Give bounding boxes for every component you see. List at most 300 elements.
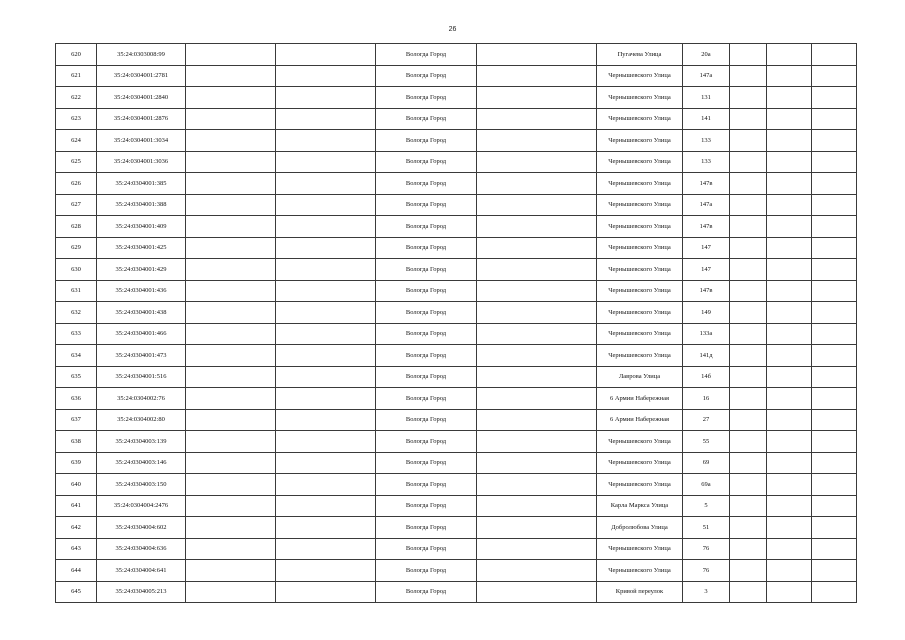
cadastral-number-cell: 35:24:0304002:80 <box>97 409 186 431</box>
empty-cell <box>812 495 857 517</box>
house-number-cell: 147а <box>683 65 730 87</box>
row-number-cell: 629 <box>56 237 97 259</box>
row-number-cell: 625 <box>56 151 97 173</box>
empty-cell <box>730 560 767 582</box>
table-row <box>56 452 857 474</box>
row-number-cell: 636 <box>56 388 97 410</box>
locality-cell: Вологда Город <box>376 130 477 152</box>
locality-cell: Вологда Город <box>376 280 477 302</box>
table-row <box>56 366 857 388</box>
empty-cell <box>186 431 276 453</box>
empty-cell <box>767 280 812 302</box>
empty-cell <box>477 409 597 431</box>
empty-cell <box>276 366 376 388</box>
table-row <box>56 517 857 539</box>
empty-cell <box>186 194 276 216</box>
street-cell: Чернышевского Улица <box>597 452 683 474</box>
empty-cell <box>812 560 857 582</box>
empty-cell <box>186 108 276 130</box>
street-cell: Чернышевского Улица <box>597 259 683 281</box>
empty-cell <box>730 87 767 109</box>
empty-cell <box>477 560 597 582</box>
table-row <box>56 431 857 453</box>
cadastral-number-cell: 35:24:0304001:409 <box>97 216 186 238</box>
locality-cell: Вологда Город <box>376 345 477 367</box>
locality-cell: Вологда Город <box>376 237 477 259</box>
cadastral-number-cell: 35:24:0304001:3036 <box>97 151 186 173</box>
empty-cell <box>477 495 597 517</box>
empty-cell <box>477 237 597 259</box>
street-cell: Чернышевского Улица <box>597 216 683 238</box>
empty-cell <box>767 495 812 517</box>
empty-cell <box>730 431 767 453</box>
empty-cell <box>186 151 276 173</box>
street-cell: Чернышевского Улица <box>597 302 683 324</box>
row-number-cell: 642 <box>56 517 97 539</box>
empty-cell <box>730 173 767 195</box>
empty-cell <box>730 259 767 281</box>
locality-cell: Вологда Город <box>376 194 477 216</box>
empty-cell <box>767 323 812 345</box>
empty-cell <box>186 474 276 496</box>
empty-cell <box>276 431 376 453</box>
empty-cell <box>812 302 857 324</box>
empty-cell <box>730 323 767 345</box>
cadastral-number-cell: 35:24:0304001:436 <box>97 280 186 302</box>
empty-cell <box>477 538 597 560</box>
empty-cell <box>186 452 276 474</box>
street-cell: Чернышевского Улица <box>597 345 683 367</box>
street-cell: 6 Армии Набережная <box>597 409 683 431</box>
empty-cell <box>186 323 276 345</box>
cadastral-number-cell: 35:24:0304001:385 <box>97 173 186 195</box>
row-number-cell: 622 <box>56 87 97 109</box>
empty-cell <box>812 517 857 539</box>
row-number-cell: 641 <box>56 495 97 517</box>
empty-cell <box>477 151 597 173</box>
empty-cell <box>812 173 857 195</box>
empty-cell <box>186 87 276 109</box>
empty-cell <box>767 173 812 195</box>
row-number-cell: 643 <box>56 538 97 560</box>
table-row <box>56 44 857 66</box>
empty-cell <box>730 280 767 302</box>
empty-cell <box>477 87 597 109</box>
empty-cell <box>812 388 857 410</box>
street-cell: Карла Маркса Улица <box>597 495 683 517</box>
empty-cell <box>276 259 376 281</box>
empty-cell <box>767 151 812 173</box>
street-cell: Чернышевского Улица <box>597 280 683 302</box>
empty-cell <box>767 517 812 539</box>
street-cell: Чернышевского Улица <box>597 431 683 453</box>
house-number-cell: 149 <box>683 302 730 324</box>
empty-cell <box>767 130 812 152</box>
empty-cell <box>767 345 812 367</box>
row-number-cell: 621 <box>56 65 97 87</box>
table-row <box>56 173 857 195</box>
table-row <box>56 194 857 216</box>
empty-cell <box>812 108 857 130</box>
locality-cell: Вологда Город <box>376 388 477 410</box>
empty-cell <box>767 65 812 87</box>
empty-cell <box>730 517 767 539</box>
empty-cell <box>276 87 376 109</box>
empty-cell <box>767 560 812 582</box>
empty-cell <box>477 517 597 539</box>
row-number-cell: 639 <box>56 452 97 474</box>
table-row <box>56 581 857 603</box>
empty-cell <box>477 44 597 66</box>
empty-cell <box>767 431 812 453</box>
locality-cell: Вологда Город <box>376 452 477 474</box>
table-row <box>56 538 857 560</box>
empty-cell <box>186 65 276 87</box>
locality-cell: Вологда Город <box>376 538 477 560</box>
empty-cell <box>477 323 597 345</box>
house-number-cell: 55 <box>683 431 730 453</box>
empty-cell <box>812 65 857 87</box>
empty-cell <box>767 409 812 431</box>
empty-cell <box>477 474 597 496</box>
table-row <box>56 130 857 152</box>
empty-cell <box>767 194 812 216</box>
empty-cell <box>186 345 276 367</box>
row-number-cell: 645 <box>56 581 97 603</box>
locality-cell: Вологда Город <box>376 474 477 496</box>
empty-cell <box>477 388 597 410</box>
empty-cell <box>477 216 597 238</box>
empty-cell <box>186 130 276 152</box>
empty-cell <box>730 388 767 410</box>
empty-cell <box>186 259 276 281</box>
empty-cell <box>276 130 376 152</box>
table-row <box>56 345 857 367</box>
street-cell: 6 Армии Набережная <box>597 388 683 410</box>
cadastral-number-cell: 35:24:0304003:150 <box>97 474 186 496</box>
street-cell: Чернышевского Улица <box>597 474 683 496</box>
locality-cell: Вологда Город <box>376 259 477 281</box>
street-cell: Чернышевского Улица <box>597 323 683 345</box>
empty-cell <box>276 409 376 431</box>
house-number-cell: 16 <box>683 388 730 410</box>
empty-cell <box>276 151 376 173</box>
empty-cell <box>730 345 767 367</box>
locality-cell: Вологда Город <box>376 65 477 87</box>
cadastral-number-cell: 35:24:0304005:213 <box>97 581 186 603</box>
empty-cell <box>812 452 857 474</box>
row-number-cell: 624 <box>56 130 97 152</box>
locality-cell: Вологда Город <box>376 495 477 517</box>
empty-cell <box>477 366 597 388</box>
table-row <box>56 151 857 173</box>
empty-cell <box>730 237 767 259</box>
cadastral-number-cell: 35:24:0304003:146 <box>97 452 186 474</box>
cadastral-number-cell: 35:24:0304001:388 <box>97 194 186 216</box>
empty-cell <box>477 302 597 324</box>
empty-cell <box>477 108 597 130</box>
empty-cell <box>477 581 597 603</box>
empty-cell <box>730 366 767 388</box>
empty-cell <box>812 409 857 431</box>
street-cell: Кривой переулок <box>597 581 683 603</box>
empty-cell <box>767 44 812 66</box>
empty-cell <box>730 452 767 474</box>
empty-cell <box>767 87 812 109</box>
table-body <box>56 44 857 603</box>
empty-cell <box>767 259 812 281</box>
empty-cell <box>812 44 857 66</box>
house-number-cell: 133 <box>683 151 730 173</box>
house-number-cell: 147а <box>683 194 730 216</box>
empty-cell <box>812 151 857 173</box>
house-number-cell: 147 <box>683 259 730 281</box>
empty-cell <box>186 280 276 302</box>
empty-cell <box>477 431 597 453</box>
cadastral-number-cell: 35:24:0304001:516 <box>97 366 186 388</box>
locality-cell: Вологда Город <box>376 581 477 603</box>
empty-cell <box>477 194 597 216</box>
locality-cell: Вологда Город <box>376 173 477 195</box>
empty-cell <box>730 302 767 324</box>
cadastral-number-cell: 35:24:0304002:76 <box>97 388 186 410</box>
house-number-cell: 133а <box>683 323 730 345</box>
locality-cell: Вологда Город <box>376 216 477 238</box>
row-number-cell: 638 <box>56 431 97 453</box>
empty-cell <box>276 237 376 259</box>
empty-cell <box>767 366 812 388</box>
empty-cell <box>730 474 767 496</box>
locality-cell: Вологда Город <box>376 517 477 539</box>
row-number-cell: 632 <box>56 302 97 324</box>
street-cell: Чернышевского Улица <box>597 237 683 259</box>
table-row <box>56 280 857 302</box>
empty-cell <box>186 216 276 238</box>
empty-cell <box>730 409 767 431</box>
table-row <box>56 474 857 496</box>
house-number-cell: 76 <box>683 538 730 560</box>
row-number-cell: 637 <box>56 409 97 431</box>
locality-cell: Вологда Город <box>376 44 477 66</box>
empty-cell <box>276 280 376 302</box>
empty-cell <box>276 44 376 66</box>
empty-cell <box>767 538 812 560</box>
empty-cell <box>812 130 857 152</box>
page-number: 26 <box>448 26 457 33</box>
street-cell: Чернышевского Улица <box>597 87 683 109</box>
empty-cell <box>767 388 812 410</box>
empty-cell <box>730 194 767 216</box>
table-row <box>56 65 857 87</box>
row-number-cell: 633 <box>56 323 97 345</box>
cadastral-number-cell: 35:24:0304001:3034 <box>97 130 186 152</box>
empty-cell <box>186 495 276 517</box>
empty-cell <box>767 237 812 259</box>
house-number-cell: 147в <box>683 216 730 238</box>
locality-cell: Вологда Город <box>376 87 477 109</box>
table-row <box>56 323 857 345</box>
empty-cell <box>477 130 597 152</box>
row-number-cell: 630 <box>56 259 97 281</box>
house-number-cell: 5 <box>683 495 730 517</box>
empty-cell <box>186 173 276 195</box>
street-cell: Чернышевского Улица <box>597 65 683 87</box>
empty-cell <box>730 130 767 152</box>
cadastral-number-cell: 35:24:0304001:2781 <box>97 65 186 87</box>
row-number-cell: 631 <box>56 280 97 302</box>
empty-cell <box>276 388 376 410</box>
street-cell: Чернышевского Улица <box>597 560 683 582</box>
empty-cell <box>477 173 597 195</box>
table-row <box>56 560 857 582</box>
locality-cell: Вологда Город <box>376 323 477 345</box>
locality-cell: Вологда Город <box>376 366 477 388</box>
empty-cell <box>276 216 376 238</box>
row-number-cell: 644 <box>56 560 97 582</box>
cadastral-number-cell: 35:24:0304004:2476 <box>97 495 186 517</box>
locality-cell: Вологда Город <box>376 151 477 173</box>
house-number-cell: 51 <box>683 517 730 539</box>
cadastral-number-cell: 35:24:0304004:636 <box>97 538 186 560</box>
cadastral-number-cell: 35:24:0304001:466 <box>97 323 186 345</box>
empty-cell <box>276 302 376 324</box>
street-cell: Лаврова Улица <box>597 366 683 388</box>
locality-cell: Вологда Город <box>376 302 477 324</box>
empty-cell <box>812 87 857 109</box>
house-number-cell: 76 <box>683 560 730 582</box>
empty-cell <box>812 323 857 345</box>
house-number-cell: 131 <box>683 87 730 109</box>
table-row <box>56 108 857 130</box>
locality-cell: Вологда Город <box>376 409 477 431</box>
table-row <box>56 237 857 259</box>
empty-cell <box>276 474 376 496</box>
empty-cell <box>730 151 767 173</box>
street-cell: Добролюбова Улица <box>597 517 683 539</box>
cadastral-number-cell: 35:24:0304001:473 <box>97 345 186 367</box>
house-number-cell: 147в <box>683 280 730 302</box>
row-number-cell: 627 <box>56 194 97 216</box>
cadastral-number-cell: 35:24:0304001:429 <box>97 259 186 281</box>
empty-cell <box>477 345 597 367</box>
table-row <box>56 409 857 431</box>
cadastral-number-cell: 35:24:0304004:641 <box>97 560 186 582</box>
empty-cell <box>767 216 812 238</box>
empty-cell <box>276 323 376 345</box>
empty-cell <box>812 280 857 302</box>
empty-cell <box>186 560 276 582</box>
empty-cell <box>186 517 276 539</box>
empty-cell <box>276 108 376 130</box>
empty-cell <box>730 216 767 238</box>
street-cell: Чернышевского Улица <box>597 108 683 130</box>
street-cell: Чернышевского Улица <box>597 151 683 173</box>
locality-cell: Вологда Город <box>376 431 477 453</box>
empty-cell <box>276 517 376 539</box>
cadastral-number-cell: 35:24:0304001:2876 <box>97 108 186 130</box>
row-number-cell: 620 <box>56 44 97 66</box>
cadastral-number-cell: 35:24:0304004:602 <box>97 517 186 539</box>
empty-cell <box>186 409 276 431</box>
empty-cell <box>276 173 376 195</box>
cadastral-number-cell: 35:24:0304003:139 <box>97 431 186 453</box>
empty-cell <box>477 259 597 281</box>
table-row <box>56 495 857 517</box>
house-number-cell: 147 <box>683 237 730 259</box>
locality-cell: Вологда Город <box>376 108 477 130</box>
table-row <box>56 259 857 281</box>
empty-cell <box>276 65 376 87</box>
empty-cell <box>730 538 767 560</box>
table-row <box>56 87 857 109</box>
row-number-cell: 635 <box>56 366 97 388</box>
empty-cell <box>730 495 767 517</box>
house-number-cell: 69а <box>683 474 730 496</box>
empty-cell <box>812 538 857 560</box>
house-number-cell: 133 <box>683 130 730 152</box>
empty-cell <box>730 581 767 603</box>
cadastral-number-cell: 35:24:0304001:438 <box>97 302 186 324</box>
house-number-cell: 147в <box>683 173 730 195</box>
empty-cell <box>812 194 857 216</box>
empty-cell <box>186 44 276 66</box>
empty-cell <box>477 452 597 474</box>
empty-cell <box>276 560 376 582</box>
empty-cell <box>767 452 812 474</box>
row-number-cell: 634 <box>56 345 97 367</box>
empty-cell <box>186 237 276 259</box>
cadastral-number-cell: 35:24:0304001:425 <box>97 237 186 259</box>
empty-cell <box>767 474 812 496</box>
empty-cell <box>276 452 376 474</box>
table-row <box>56 388 857 410</box>
empty-cell <box>812 216 857 238</box>
empty-cell <box>186 302 276 324</box>
house-number-cell: 27 <box>683 409 730 431</box>
empty-cell <box>767 108 812 130</box>
row-number-cell: 623 <box>56 108 97 130</box>
table-row <box>56 302 857 324</box>
table-row <box>56 216 857 238</box>
row-number-cell: 628 <box>56 216 97 238</box>
empty-cell <box>812 474 857 496</box>
cadastral-number-cell: 35:24:0303008:99 <box>97 44 186 66</box>
empty-cell <box>730 108 767 130</box>
street-cell: Пугачева Улица <box>597 44 683 66</box>
empty-cell <box>812 259 857 281</box>
registry-table <box>55 43 857 603</box>
empty-cell <box>276 495 376 517</box>
empty-cell <box>276 581 376 603</box>
empty-cell <box>186 581 276 603</box>
house-number-cell: 14б <box>683 366 730 388</box>
street-cell: Чернышевского Улица <box>597 130 683 152</box>
empty-cell <box>186 366 276 388</box>
empty-cell <box>730 44 767 66</box>
empty-cell <box>812 581 857 603</box>
empty-cell <box>812 431 857 453</box>
empty-cell <box>276 538 376 560</box>
cadastral-number-cell: 35:24:0304001:2840 <box>97 87 186 109</box>
empty-cell <box>186 388 276 410</box>
empty-cell <box>276 194 376 216</box>
empty-cell <box>812 345 857 367</box>
locality-cell: Вологда Город <box>376 560 477 582</box>
empty-cell <box>477 280 597 302</box>
house-number-cell: 141 <box>683 108 730 130</box>
empty-cell <box>767 581 812 603</box>
empty-cell <box>276 345 376 367</box>
